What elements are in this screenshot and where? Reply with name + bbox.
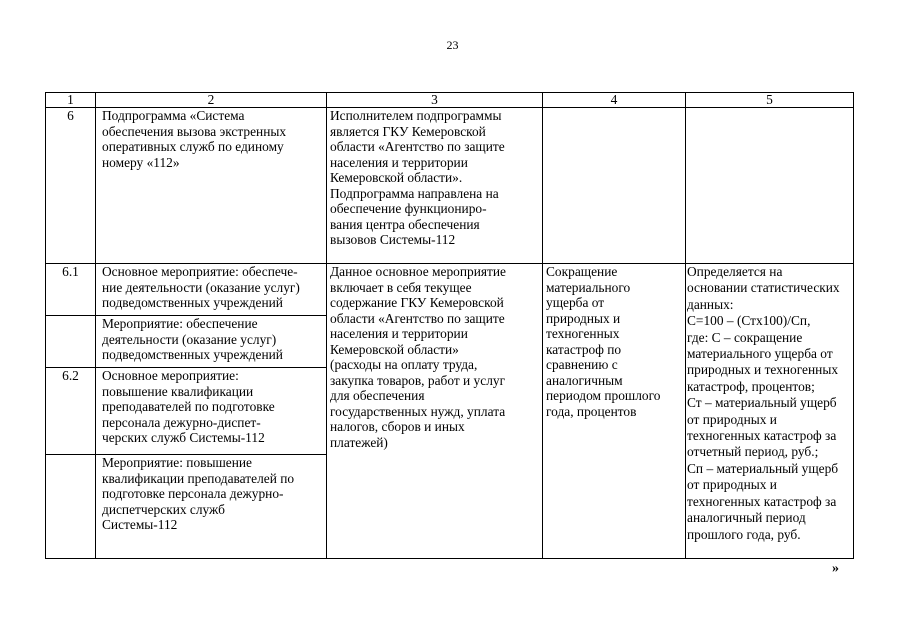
closing-quote-mark: » [832, 561, 839, 576]
sub-activity-6-1: Мероприятие: обеспечение деятельности (оказание услуг) подведомственных учреждений [96, 316, 327, 368]
subprogram-title: Подпрограмма «Система обеспечения вызова экстренных оперативных служб по единому номеру «112» [96, 108, 327, 264]
subprogram-description: Исполнителем подпрограммы является ГКУ Кемеровской области «Агентство по защите населения и территории Кемеровской области». Подпрограмма направлена на обеспечение функциониро- вания центра обеспечения вызовов Системы-112 [327, 108, 543, 264]
header-cell-4: 4 [543, 93, 686, 108]
row-number-empty [46, 455, 96, 559]
sub-activity-6-2: Мероприятие: повышение квалификации преподавателей по подготовке персонала дежурно- диспетчерских служб Системы-112 [96, 455, 327, 559]
method-empty-cell [686, 108, 854, 264]
row-number: 6.1 [46, 264, 96, 316]
header-cell-2: 2 [96, 93, 327, 108]
program-table [45, 92, 854, 559]
main-activity-6-2: Основное мероприятие: повышение квалификации преподавателей по подготовке персонала дежурно-диспет- черских служб Системы-112 [96, 368, 327, 455]
table-row-6-1 [46, 264, 854, 316]
table-header-row [46, 93, 854, 108]
row-number: 6 [46, 108, 96, 264]
indicator-name: Сокращение материального ущерба от природных и техногенных катастроф по сравнению с аналогичным периодом прошлого года, процентов [543, 264, 686, 559]
header-cell-1: 1 [46, 93, 96, 108]
table-row-6 [46, 108, 854, 264]
row-number-empty [46, 316, 96, 368]
header-cell-3: 3 [327, 93, 543, 108]
activity-description: Данное основное мероприятие включает в себя текущее содержание ГКУ Кемеровской области «Агентство по защите населения и территории Кемеровской области» (расходы на оплату труда, закупка товаров, работ и услуг для обеспечения государственных нужд, уплата налогов, сборов и иных платежей) [327, 264, 543, 559]
header-cell-5: 5 [686, 93, 854, 108]
calculation-method: Определяется на основании статистических данных: С=100 – (Стх100)/Сп, где: С – сокращение материального ущерба от природных и техногенных катастроф, процентов; Ст – материальный ущерб от природных и техногенных катастроф за отчетный период, руб.; Сп – материальный ущерб от природных и техногенных катастроф за аналогичный период прошлого года, руб. [686, 264, 854, 559]
indicator-empty-cell [543, 108, 686, 264]
page-number: 23 [446, 38, 459, 52]
row-number: 6.2 [46, 368, 96, 455]
main-activity-6-1: Основное мероприятие: обеспече- ние деятельности (оказание услуг) подведомственных учреждений [96, 264, 327, 316]
